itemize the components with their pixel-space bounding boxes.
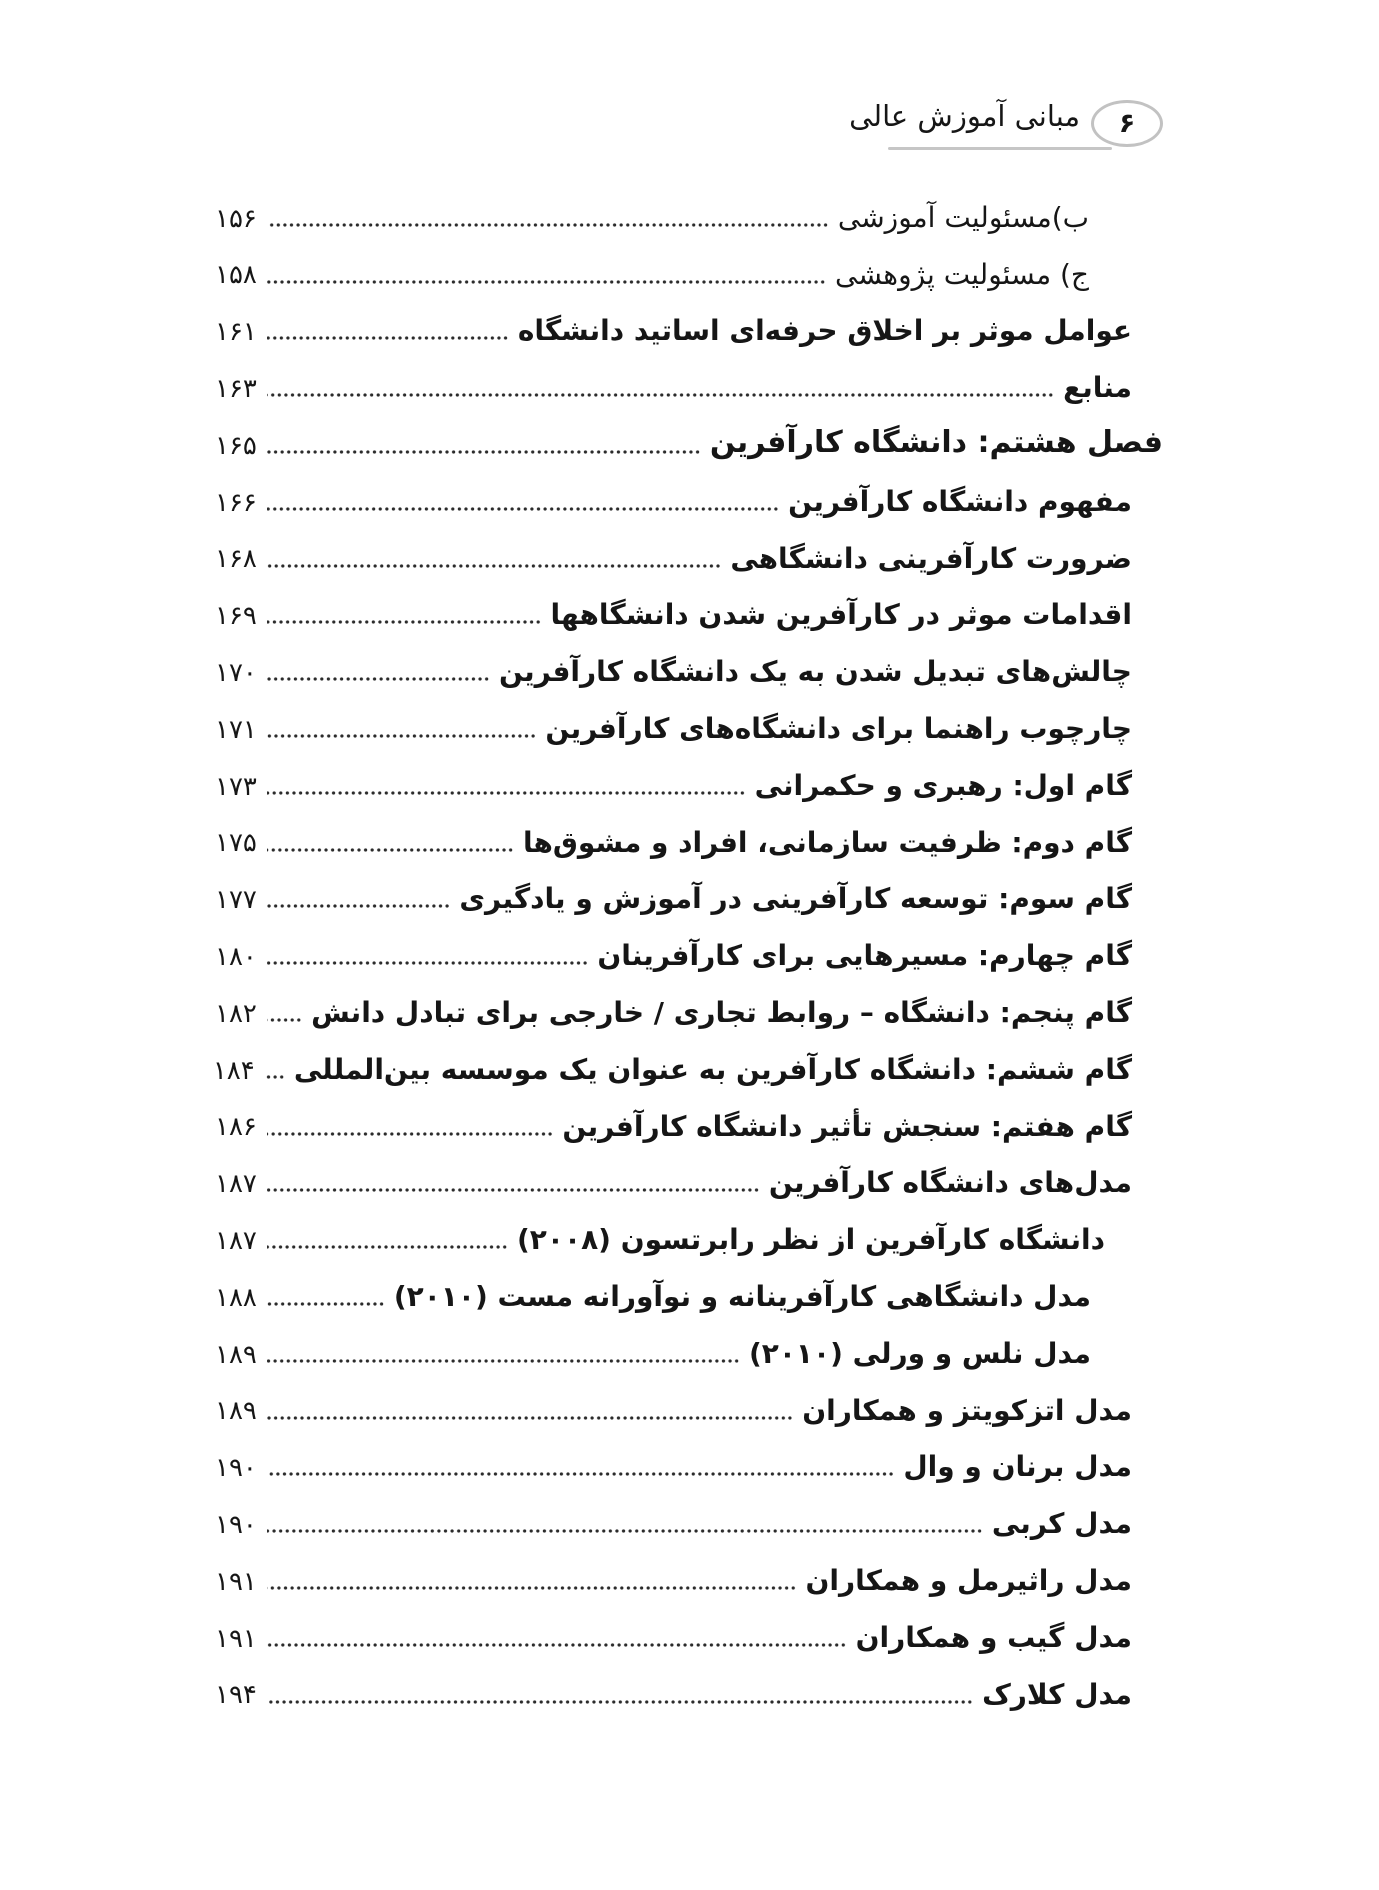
dotted-leader xyxy=(267,1013,302,1023)
dotted-leader xyxy=(267,1581,797,1591)
toc-page-number: ۱۹۰ xyxy=(215,1509,257,1540)
dotted-leader xyxy=(267,1638,847,1648)
toc-page-number: ۱۶۶ xyxy=(215,487,257,518)
dotted-leader xyxy=(267,1467,894,1477)
dotted-leader xyxy=(267,1524,983,1534)
header-rule xyxy=(888,147,1112,150)
dotted-leader xyxy=(267,1297,385,1307)
toc-page-number: ۱۸۰ xyxy=(215,941,257,972)
toc-entry-title: مدل نلس و ورلی (۲۰۱۰) xyxy=(748,1336,1091,1370)
toc-page-number: ۱۷۵ xyxy=(215,828,257,859)
toc-entry-title: ج) مسئولیت پژوهشی xyxy=(834,257,1089,291)
dotted-leader xyxy=(267,672,490,682)
toc-page-number: ۱۸۷ xyxy=(215,1169,257,1200)
toc-page-number: ۱۸۴ xyxy=(212,1055,255,1086)
toc-page-number: ۱۹۱ xyxy=(215,1566,257,1597)
toc-entry-title: مدل کربی xyxy=(991,1507,1132,1541)
dotted-leader xyxy=(267,1240,508,1250)
toc-page-number: ۱۶۱ xyxy=(215,317,257,348)
dotted-leader xyxy=(267,559,721,569)
toc-page-number: ۱۶۳ xyxy=(215,374,257,404)
toc-row xyxy=(215,1317,1163,1374)
page-number-badge xyxy=(1091,100,1163,147)
dotted-leader xyxy=(267,331,509,341)
toc-page-number: ۱۷۷ xyxy=(215,885,257,916)
toc-row xyxy=(212,1033,1163,1090)
dotted-leader xyxy=(267,1695,973,1705)
toc-entry-title: چالش‌های تبدیل شدن به یک دانشگاه کارآفرین xyxy=(498,655,1132,689)
toc-entry-title: گام ششم: دانشگاه کارآفرین به عنوان یک موسسه بین‌المللی xyxy=(293,1052,1132,1086)
toc-entry-title: مدل گیب و همکاران xyxy=(855,1620,1132,1654)
toc-entry-title: گام سوم: توسعه کارآفرینی در آموزش و یادگیری xyxy=(459,882,1132,916)
dotted-leader xyxy=(267,1183,760,1193)
toc-page-number: ۱۹۱ xyxy=(215,1623,257,1654)
toc-row xyxy=(215,408,1163,465)
dotted-leader xyxy=(267,388,1054,398)
toc-row xyxy=(215,522,1163,579)
dotted-leader xyxy=(265,1070,285,1080)
toc-page-number: ۱۵۶ xyxy=(215,203,257,234)
toc-entry-title: چارچوب راهنما برای دانشگاه‌های کارآفرین xyxy=(545,711,1132,745)
toc-entry-title: منابع xyxy=(1063,371,1132,405)
toc-page-number: ۱۸۸ xyxy=(215,1282,257,1313)
toc-entry-title: مدل اتزکویتز و همکاران xyxy=(802,1393,1132,1427)
toc-entry-title: مدل برنان و وال xyxy=(903,1450,1132,1484)
page-number: ۶ xyxy=(1118,108,1136,139)
toc-page-number: ۱۸۹ xyxy=(215,1339,257,1370)
toc-page-number: ۱۸۶ xyxy=(215,1112,257,1143)
dotted-leader xyxy=(267,956,588,966)
toc-page-number: ۱۶۸ xyxy=(215,544,257,575)
dotted-leader xyxy=(267,729,536,739)
toc-row xyxy=(215,1090,1163,1147)
dotted-leader xyxy=(267,843,514,853)
toc-entry-title: گام دوم: ظرفیت سازمانی، افراد و مشوق‌ها xyxy=(522,825,1132,859)
toc-entry-title: گام چهارم: مسیرهایی برای کارآفرینان xyxy=(597,939,1132,973)
toc-entry-title: گام اول: رهبری و حکمرانی xyxy=(754,768,1132,802)
toc-row xyxy=(215,1658,1163,1715)
toc-row xyxy=(215,181,1163,238)
toc-entry-title: مدل راثیرمل و همکاران xyxy=(805,1563,1132,1597)
dotted-leader xyxy=(267,275,826,285)
toc-row xyxy=(215,749,1163,806)
toc-entry-title: گام هفتم: سنجش تأثیر دانشگاه کارآفرین xyxy=(562,1109,1132,1143)
dotted-leader xyxy=(267,218,829,228)
toc-entry-title: گام پنجم: دانشگاه – روابط تجاری / خارجی برای تبادل دانش xyxy=(311,995,1132,1029)
book-title: مبانی آموزش عالی xyxy=(849,99,1080,133)
toc-row xyxy=(215,635,1163,692)
toc-entry-title: فصل هشتم: دانشگاه کارآفرین xyxy=(709,425,1163,461)
toc-entry-title: اقدامات موثر در کارآفرین شدن دانشگاهها xyxy=(550,598,1132,632)
toc-page-number: ۱۵۸ xyxy=(215,260,257,291)
dotted-leader xyxy=(267,899,450,909)
toc-row xyxy=(215,1147,1163,1204)
dotted-leader xyxy=(267,1411,793,1421)
toc-row xyxy=(215,465,1163,522)
toc-entry-title: مفهوم دانشگاه کارآفرین xyxy=(788,484,1132,518)
dotted-leader xyxy=(267,1127,553,1137)
toc-row xyxy=(215,1431,1163,1488)
dotted-leader xyxy=(267,615,541,625)
dotted-leader xyxy=(267,445,701,455)
toc-row xyxy=(215,295,1163,352)
toc-page-number: ۱۹۴ xyxy=(215,1680,257,1711)
toc-page-number: ۱۸۷ xyxy=(215,1225,257,1256)
toc-entry-title: ب)مسئولیت آموزشی xyxy=(837,200,1089,234)
toc-row xyxy=(215,976,1163,1033)
toc-page-number: ۱۸۲ xyxy=(215,998,257,1029)
toc-entry-title: ضرورت کارآفرینی دانشگاهی xyxy=(730,541,1132,575)
toc-page-number: ۱۸۹ xyxy=(215,1396,257,1427)
toc-entry-title: مدل‌های دانشگاه کارآفرین xyxy=(768,1166,1132,1200)
toc-row xyxy=(215,351,1163,408)
toc-row xyxy=(215,692,1163,749)
toc-row xyxy=(215,1601,1163,1658)
dotted-leader xyxy=(267,1354,740,1364)
toc-entry-title: عوامل موثر بر اخلاق حرفه‌ای اساتید دانشگاه xyxy=(517,314,1132,348)
toc-row xyxy=(215,238,1163,295)
toc-row xyxy=(215,1544,1163,1601)
toc-page-number: ۱۷۱ xyxy=(215,714,257,745)
toc-entry-title: مدل دانشگاهی کارآفرینانه و نوآورانه مست (۲۰۱۰) xyxy=(393,1279,1091,1313)
toc-row xyxy=(215,1203,1163,1260)
dotted-leader xyxy=(267,502,779,512)
toc-page-number: ۱۷۳ xyxy=(215,771,257,802)
toc-entry-title: دانشگاه کارآفرین از نظر رابرتسون (۲۰۰۸) xyxy=(517,1223,1105,1257)
dotted-leader xyxy=(267,786,746,796)
toc-page-number: ۱۶۵ xyxy=(215,430,257,461)
toc-row xyxy=(215,863,1163,920)
toc-row xyxy=(215,1487,1163,1544)
toc-page-number: ۱۶۹ xyxy=(215,601,257,632)
toc-entry-title: مدل کلارک xyxy=(982,1677,1132,1711)
table-of-contents xyxy=(212,181,1163,1715)
toc-row xyxy=(215,919,1163,976)
toc-row xyxy=(215,1374,1163,1431)
toc-row xyxy=(215,806,1163,863)
toc-page-number: ۱۹۰ xyxy=(215,1453,257,1484)
toc-page-number: ۱۷۰ xyxy=(215,657,257,688)
toc-row xyxy=(215,579,1163,636)
toc-row xyxy=(215,1260,1163,1317)
